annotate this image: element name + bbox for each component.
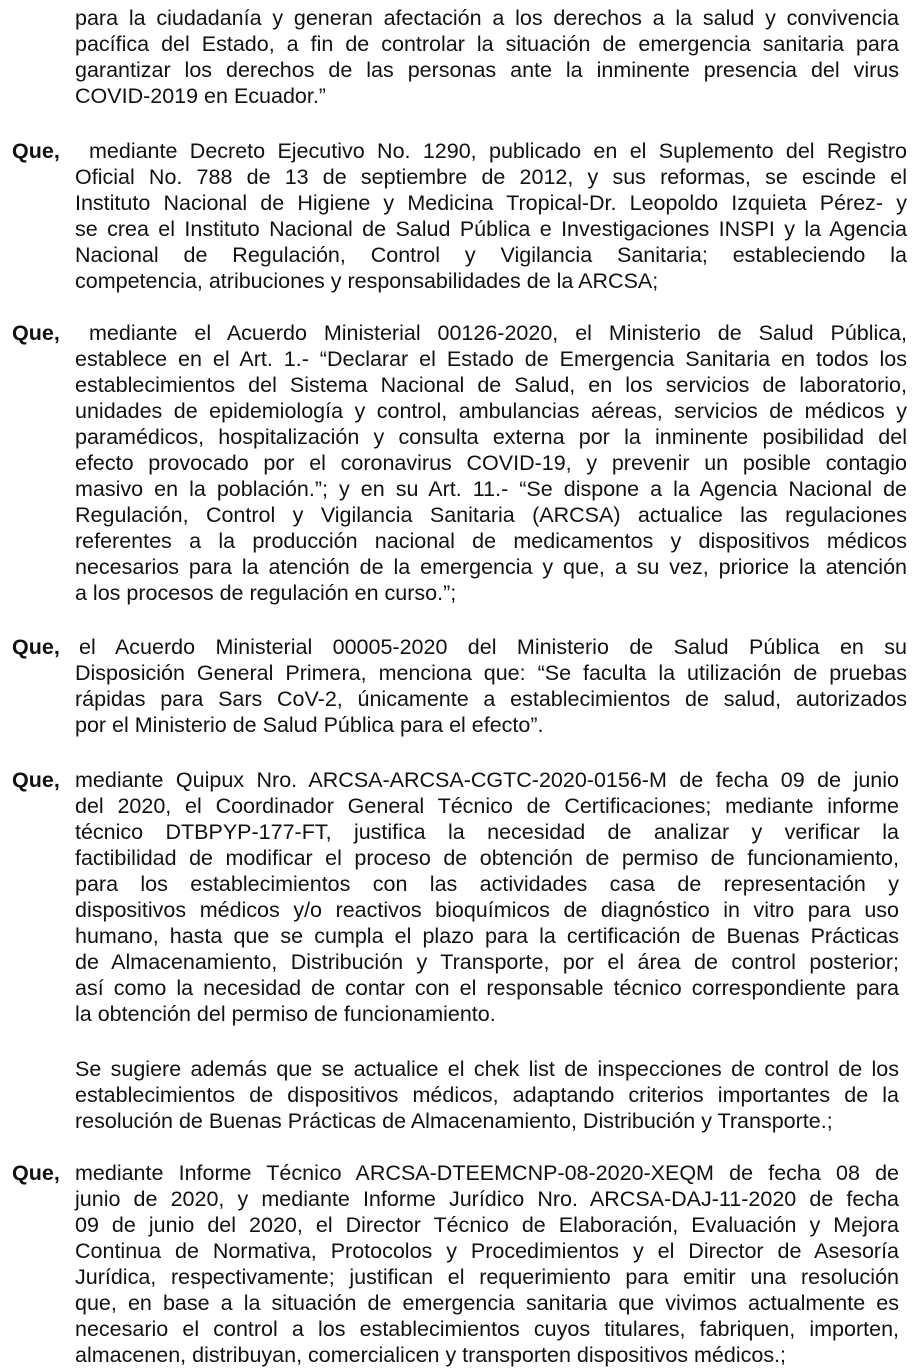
text-line: para la ciudadanía y generan afectación a los derechos a la salud y convivencia — [75, 6, 899, 30]
text-line: a los procesos de regulación en curso.”; — [75, 581, 457, 605]
text-line: 09 de junio del 2020, el Director Técnico de Elaboración, Evaluación y Mejora — [75, 1213, 899, 1237]
text-line: masivo en la población.”; y en su Art. 11.- “Se dispone a la Agencia Nacional de — [75, 477, 907, 501]
que-label: Que, — [12, 768, 60, 792]
text-line: Continua de Normativa, Protocolos y Procedimientos y el Director de Asesoría — [75, 1239, 899, 1263]
que-label: Que, — [12, 1161, 60, 1185]
text-line: almacenen, distribuyan, comercialicen y transporten dispositivos médicos.; — [75, 1343, 787, 1367]
text-line: establecimientos de dispositivos médicos, adaptando criterios importantes de la — [75, 1083, 899, 1107]
text-line: mediante Decreto Ejecutivo No. 1290, publicado en el Suplemento del Registro — [89, 139, 907, 163]
text-line: unidades de epidemiología y control, ambulancias aéreas, servicios de médicos y — [75, 399, 907, 423]
text-line: humano, hasta que se cumpla el plazo para la certificación de Buenas Prácticas — [75, 924, 899, 948]
text-line: del 2020, el Coordinador General Técnico de Certificaciones; mediante informe — [75, 794, 899, 818]
text-line: necesarios para la atención de la emergencia y que, a su vez, priorice la atención — [75, 555, 907, 579]
text-line: factibilidad de modificar el proceso de obtención de permiso de funcionamiento, — [75, 846, 899, 870]
text-line: mediante Quipux Nro. ARCSA-ARCSA-CGTC-2020-0156-M de fecha 09 de junio — [75, 768, 899, 792]
text-line: Regulación, Control y Vigilancia Sanitaria (ARCSA) actualice las regulaciones — [75, 503, 907, 527]
text-line: garantizar los derechos de las personas ante la inminente presencia del virus — [75, 58, 899, 82]
text-line: competencia, atribuciones y responsabilidades de la ARCSA; — [75, 269, 659, 293]
text-line: dispositivos médicos y/o reactivos bioquímicos de diagnóstico in vitro para uso — [75, 898, 899, 922]
text-line: Oficial No. 788 de 13 de septiembre de 2012, y sus reformas, se escinde el — [75, 165, 907, 189]
que-label: Que, — [12, 321, 60, 345]
text-line: Nacional de Regulación, Control y Vigilancia Sanitaria; estableciendo la — [75, 243, 907, 267]
text-line: rápidas para Sars CoV-2, únicamente a establecimientos de salud, autorizados — [75, 687, 907, 711]
text-line: Jurídica, respectivamente; justifican el requerimiento para emitir una resolución — [75, 1265, 899, 1289]
text-line: técnico DTBPYP-177-FT, justifica la necesidad de analizar y verificar la — [75, 820, 899, 844]
text-line: Disposición General Primera, menciona que: “Se faculta la utilización de pruebas — [75, 661, 907, 685]
text-line: establece en el Art. 1.- “Declarar el Estado de Emergencia Sanitaria en todos los — [75, 347, 907, 371]
text-line: establecimientos del Sistema Nacional de Salud, en los servicios de laboratorio, — [75, 373, 907, 397]
text-line: efecto provocado por el coronavirus COVID-19, y prevenir un posible contagio — [75, 451, 907, 475]
text-line: el Acuerdo Ministerial 00005-2020 del Ministerio de Salud Pública en su — [79, 635, 907, 659]
text-line: de Almacenamiento, Distribución y Transporte, por el área de control posterior; — [75, 950, 899, 974]
text-line: COVID-2019 en Ecuador.” — [75, 84, 326, 108]
text-line: mediante el Acuerdo Ministerial 00126-2020, el Ministerio de Salud Pública, — [89, 321, 907, 345]
text-line: Instituto Nacional de Higiene y Medicina Tropical-Dr. Leopoldo Izquieta Pérez- y — [75, 191, 907, 215]
text-line: resolución de Buenas Prácticas de Almacenamiento, Distribución y Transporte.; — [75, 1109, 833, 1133]
text-line: por el Ministerio de Salud Pública para el efecto”. — [75, 713, 544, 737]
text-line: paramédicos, hospitalización y consulta externa por la inminente posibilidad del — [75, 425, 907, 449]
que-label: Que, — [12, 635, 60, 659]
text-line: Se sugiere además que se actualice el chek list de inspecciones de control de los — [75, 1057, 899, 1081]
text-line: junio de 2020, y mediante Informe Jurídico Nro. ARCSA-DAJ-11-2020 de fecha — [75, 1187, 899, 1211]
text-line: mediante Informe Técnico ARCSA-DTEEMCNP-08-2020-XEQM de fecha 08 de — [75, 1161, 899, 1185]
que-label: Que, — [12, 139, 60, 163]
text-line: se crea el Instituto Nacional de Salud Pública e Investigaciones INSPI y la Agencia — [75, 217, 907, 241]
text-line: necesario el control a los establecimientos cuyos titulares, fabriquen, importen, — [75, 1317, 899, 1341]
text-line: para los establecimientos con las actividades casa de representación y — [75, 872, 899, 896]
text-line: referentes a la producción nacional de medicamentos y dispositivos médicos — [75, 529, 907, 553]
text-line: que, en base a la situación de emergencia sanitaria que vivimos actualmente es — [75, 1291, 899, 1315]
text-line: la obtención del permiso de funcionamiento. — [75, 1002, 496, 1026]
text-line: así como la necesidad de contar con el responsable técnico correspondiente para — [75, 976, 899, 1000]
text-line: pacífica del Estado, a fin de controlar la situación de emergencia sanitaria para — [75, 32, 899, 56]
